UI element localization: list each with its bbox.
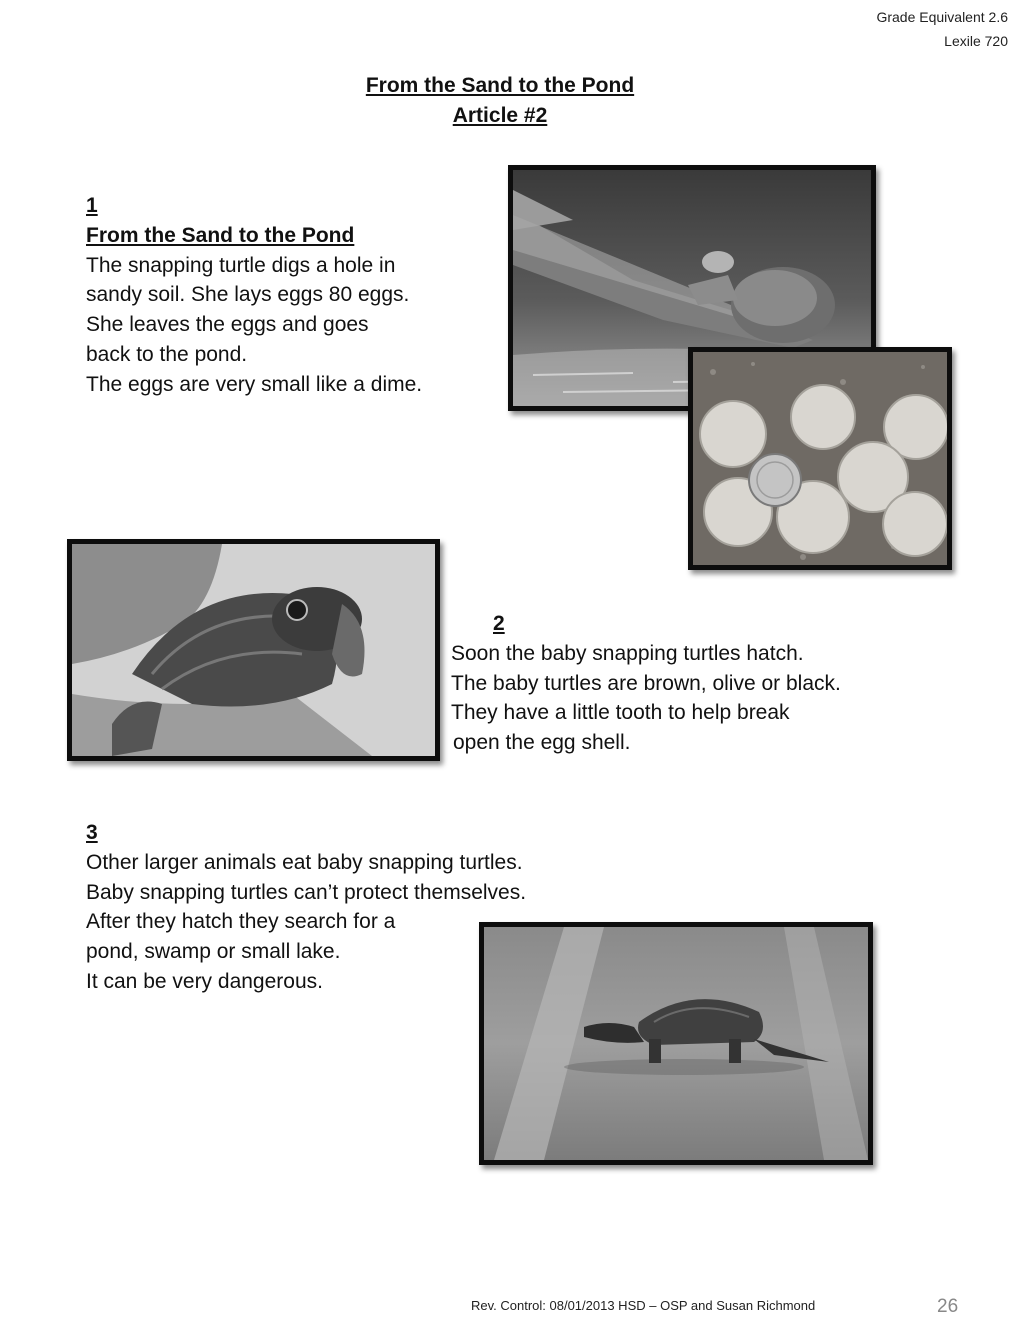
hatchling-in-hand-photo — [67, 539, 440, 761]
page-title — [0, 71, 1000, 131]
section-3 — [86, 818, 526, 997]
section-1 — [86, 191, 422, 400]
turtle-eggs-with-dime-photo — [688, 347, 952, 570]
section-3-line: It can be very dangerous. — [86, 969, 323, 993]
lexile-level: Lexile 720 — [944, 33, 1008, 49]
turtle-crossing-road-photo — [479, 922, 873, 1165]
section-2 — [451, 609, 841, 758]
section-2-number: 2 — [493, 612, 505, 635]
section-1-line: The snapping turtle digs a hole in — [86, 253, 396, 277]
section-1-line: She leaves the eggs and goes — [86, 313, 369, 337]
section-2-line: Soon the baby snapping turtles hatch. — [451, 641, 804, 665]
section-2-line: They have a little tooth to help break — [451, 701, 790, 725]
section-1-heading: From the Sand to the Pond — [86, 223, 355, 247]
section-3-line: Other larger animals eat baby snapping turtles. — [86, 850, 523, 874]
section-2-line: open the egg shell. — [453, 731, 631, 755]
section-2-line: The baby turtles are brown, olive or black. — [451, 671, 841, 695]
grade-equivalent: Grade Equivalent 2.6 — [876, 9, 1008, 25]
section-3-number: 3 — [86, 821, 98, 844]
section-1-line: sandy soil. She lays eggs 80 eggs. — [86, 283, 410, 307]
section-3-line: Baby snapping turtles can’t protect themselves. — [86, 880, 527, 904]
page-number: 26 — [937, 1296, 959, 1317]
section-1-number: 1 — [86, 194, 98, 217]
reading-level-info — [876, 5, 1008, 53]
revision-control: Rev. Control: 08/01/2013 HSD – OSP and Susan Richmond — [471, 1298, 816, 1313]
section-3-line: After they hatch they search for a — [86, 910, 396, 934]
title-main: From the Sand to the Pond — [365, 74, 635, 97]
section-1-line: back to the pond. — [86, 342, 248, 366]
section-3-line: pond, swamp or small lake. — [86, 940, 341, 964]
title-article: Article #2 — [452, 104, 548, 127]
section-1-line: The eggs are very small like a dime. — [86, 372, 423, 396]
